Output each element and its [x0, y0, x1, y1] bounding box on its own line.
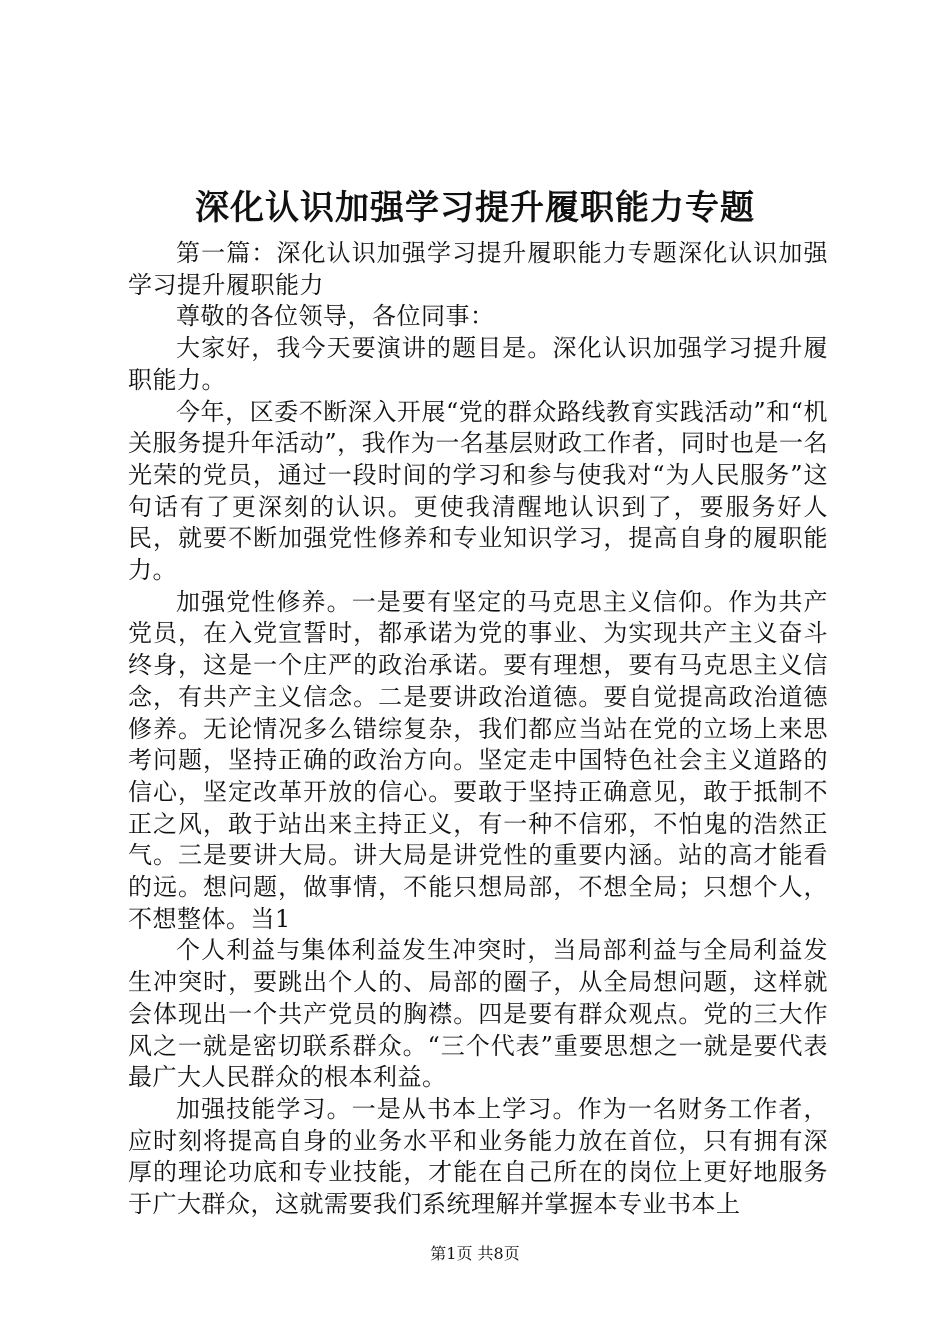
paragraph-interest-conflict: 个人利益与集体利益发生冲突时，当局部利益与全局利益发生冲突时，要跳出个人的、局部的圈子，从全局想问题，这样就会体现出一个共产党员的胸襟。四是要有群众观点。党的三大作风之一就是密切联系群众。“三个代表”重要思想之一就是要代表最广大人民群众的根本利益。	[128, 936, 828, 1092]
document-body	[128, 238, 828, 1221]
document-title: 深化认识加强学习提升履职能力专题	[195, 188, 755, 228]
page-footer: 第1页 共8页	[430, 1244, 520, 1263]
paragraph-party-cultivation: 加强党性修养。一是要有坚定的马克思主义信仰。作为共产党员，在入党宣誓时，都承诺为党的事业、为实现共产主义奋斗终身，这是一个庄严的政治承诺。要有理想，要有马克思主义信念，有共产主义信念。二是要讲政治道德。要自觉提高政治道德修养。无论情况多么错综复杂，我们都应当站在党的立场上来思考问题，坚持正确的政治方向。坚定走中国特色社会主义道路的信心，坚定改革开放的信心。要敢于坚持正确意见，敢于抵制不正之风，敢于站出来主持正义，有一种不信邪，不怕鬼的浩然正气。三是要讲大局。讲大局是讲党性的重要内涵。站的高才能看的远。想问题，做事情，不能只想局部，不想全局；只想个人，不想整体。当1	[128, 587, 828, 933]
paragraph-background: 今年，区委不断深入开展“党的群众路线教育实践活动”和“机关服务提升年活动”，我作为一名基层财政工作者，同时也是一名光荣的党员，通过一段时间的学习和参与使我对“为人民服务”这句话有了更深刻的认识。更使我清醒地认识到了，要服务好人民，就要不断加强党性修养和专业知识学习，提高自身的履职能力。	[128, 397, 828, 585]
paragraph-skill-learning: 加强技能学习。一是从书本上学习。作为一名财务工作者，应时刻将提高自身的业务水平和业务能力放在首位，只有拥有深厚的理论功底和专业技能，才能在自己所在的岗位上更好地服务于广大群众，这就需要我们系统理解并掌握本专业书本上	[128, 1094, 828, 1219]
paragraph-salutation: 尊敬的各位领导，各位同事：	[176, 302, 495, 331]
paragraph-greeting: 大家好，我今天要演讲的题目是。深化认识加强学习提升履职能力。	[128, 334, 828, 394]
paragraph-heading-intro: 第一篇：深化认识加强学习提升履职能力专题深化认识加强学习提升履职能力	[128, 239, 828, 299]
